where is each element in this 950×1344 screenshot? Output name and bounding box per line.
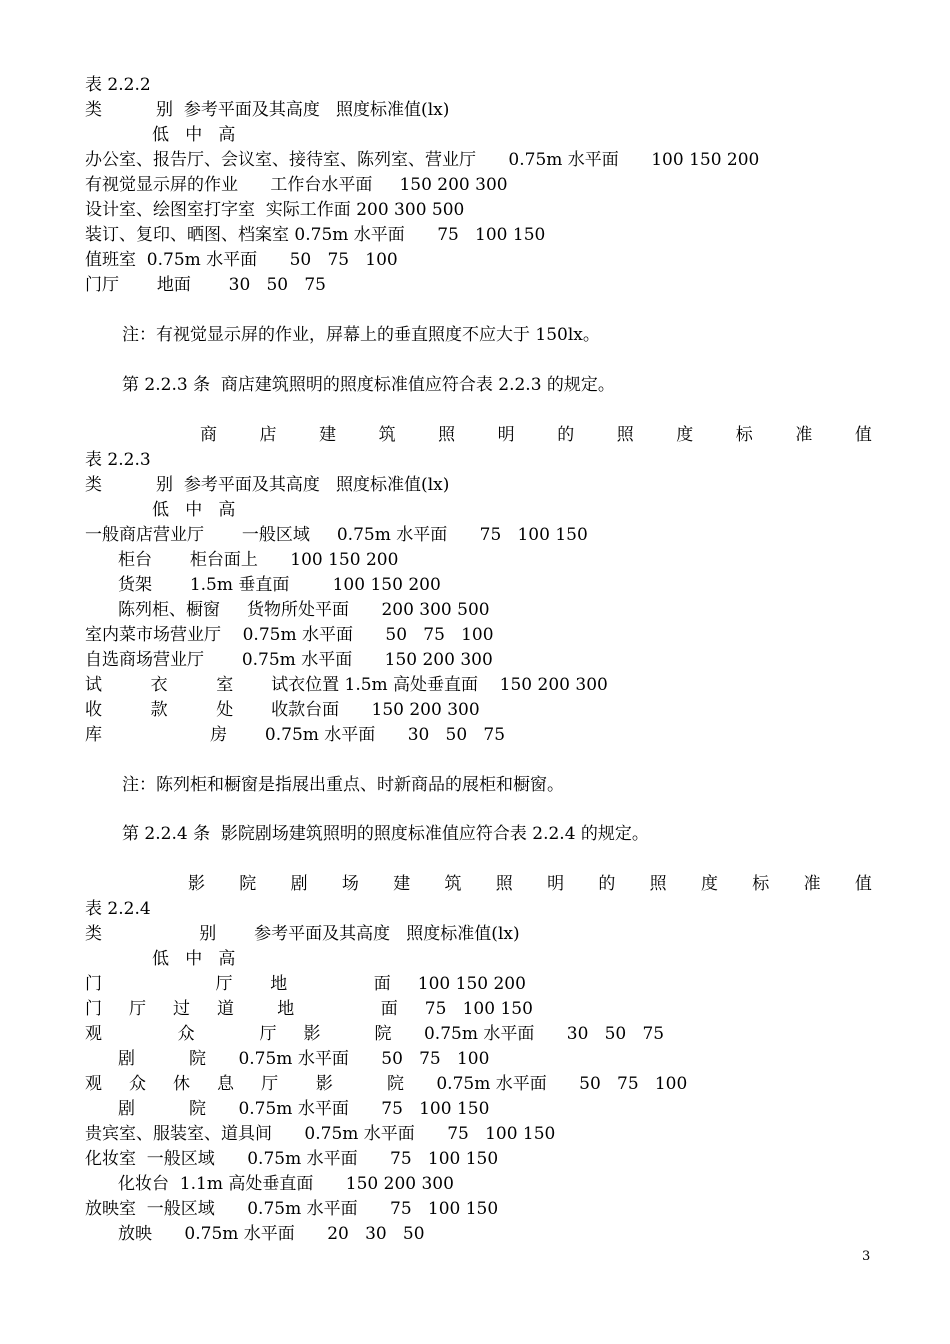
title-char: 店 xyxy=(259,425,277,445)
title-char: 商 xyxy=(200,425,217,445)
table-row: 门厅 地面 30 50 75 xyxy=(85,275,326,295)
table-note: 注：陈列柜和橱窗是指展出重点、时新商品的展柜和橱窗。 xyxy=(122,775,564,795)
table-header: 类 别 参考平面及其高度 照度标准值(lx) xyxy=(85,924,520,944)
title-char: 标 xyxy=(752,874,770,894)
title-char: 的 xyxy=(557,425,575,445)
table-row: 装订、复印、晒图、档案室 0.75m 水平面 75 100 150 xyxy=(85,225,546,245)
title-char: 明 xyxy=(497,425,515,445)
title-char: 照 xyxy=(649,874,667,894)
table-row: 值班室 0.75m 水平面 50 75 100 xyxy=(85,250,398,270)
page-number: 3 xyxy=(862,1249,871,1264)
table-row: 门 厅 过 道 地 面 75 100 150 xyxy=(85,999,533,1019)
table-row: 办公室、报告厅、会议室、接待室、陈列室、营业厅 0.75m 水平面 100 150 200 xyxy=(85,150,760,170)
table-row: 货架 1.5m 垂直面 100 150 200 xyxy=(118,575,441,595)
title-char: 值 xyxy=(854,874,872,894)
title-char: 准 xyxy=(795,425,813,445)
title-char: 筑 xyxy=(378,425,396,445)
table-row: 门 厅 地 面 100 150 200 xyxy=(85,974,526,994)
table-row: 库 房 0.75m 水平面 30 50 75 xyxy=(85,725,506,745)
table-subheader: 低 中 高 xyxy=(152,500,236,520)
table-row: 贵宾室、服装室、道具间 0.75m 水平面 75 100 150 xyxy=(85,1124,556,1144)
title-char: 剧 xyxy=(290,874,308,894)
title-char: 影 xyxy=(188,874,205,894)
table-header: 类 别 参考平面及其高度 照度标准值(lx) xyxy=(85,100,450,120)
table-caption: 表 2.2.4 xyxy=(85,899,151,919)
table-caption: 表 2.2.2 xyxy=(85,75,151,95)
table-row: 观 众 厅 影 院 0.75m 水平面 30 50 75 xyxy=(85,1024,665,1044)
table-row: 观 众 休 息 厅 影 院 0.75m 水平面 50 75 100 xyxy=(85,1074,688,1094)
table-subheader: 低 中 高 xyxy=(152,125,236,145)
table-row: 化妆台 1.1m 高处垂直面 150 200 300 xyxy=(118,1174,454,1194)
table-title xyxy=(188,872,872,896)
title-char: 度 xyxy=(700,874,718,894)
table-row: 放映 0.75m 水平面 20 30 50 xyxy=(118,1224,425,1244)
title-char: 度 xyxy=(676,425,694,445)
title-char: 场 xyxy=(341,874,359,894)
title-char: 照 xyxy=(616,425,634,445)
table-row: 有视觉显示屏的作业 工作台水平面 150 200 300 xyxy=(85,175,508,195)
title-char: 标 xyxy=(735,425,753,445)
title-char: 筑 xyxy=(444,874,462,894)
title-char: 的 xyxy=(598,874,616,894)
title-char: 准 xyxy=(803,874,821,894)
title-char: 明 xyxy=(547,874,565,894)
clause-text: 第 2.2.4 条 影院剧场建筑照明的照度标准值应符合表 2.2.4 的规定。 xyxy=(122,824,649,844)
table-row: 剧 院 0.75m 水平面 50 75 100 xyxy=(118,1049,490,1069)
table-subheader: 低 中 高 xyxy=(152,949,236,969)
table-row: 化妆室 一般区域 0.75m 水平面 75 100 150 xyxy=(85,1149,499,1169)
table-row: 室内菜市场营业厅 0.75m 水平面 50 75 100 xyxy=(85,625,494,645)
title-char: 建 xyxy=(393,874,411,894)
table-row: 一般商店营业厅 一般区域 0.75m 水平面 75 100 150 xyxy=(85,525,588,545)
table-row: 自选商场营业厅 0.75m 水平面 150 200 300 xyxy=(85,650,493,670)
table-row: 收 款 处 收款台面 150 200 300 xyxy=(85,700,480,720)
table-note: 注：有视觉显示屏的作业，屏幕上的垂直照度不应大于 150lx。 xyxy=(122,325,600,345)
table-row: 柜台 柜台面上 100 150 200 xyxy=(118,550,399,570)
table-caption: 表 2.2.3 xyxy=(85,450,151,470)
table-row: 设计室、绘图室打字室 实际工作面 200 300 500 xyxy=(85,200,465,220)
title-char: 照 xyxy=(438,425,456,445)
clause-text: 第 2.2.3 条 商店建筑照明的照度标准值应符合表 2.2.3 的规定。 xyxy=(122,375,615,395)
table-row: 放映室 一般区域 0.75m 水平面 75 100 150 xyxy=(85,1199,499,1219)
title-char: 照 xyxy=(495,874,513,894)
table-row: 剧 院 0.75m 水平面 75 100 150 xyxy=(118,1099,490,1119)
table-row: 陈列柜、橱窗 货物所处平面 200 300 500 xyxy=(118,600,490,620)
table-title xyxy=(200,423,872,447)
title-char: 值 xyxy=(854,425,872,445)
table-row: 试 衣 室 试衣位置 1.5m 高处垂直面 150 200 300 xyxy=(85,675,608,695)
table-header: 类 别 参考平面及其高度 照度标准值(lx) xyxy=(85,475,450,495)
title-char: 建 xyxy=(319,425,337,445)
title-char: 院 xyxy=(239,874,257,894)
